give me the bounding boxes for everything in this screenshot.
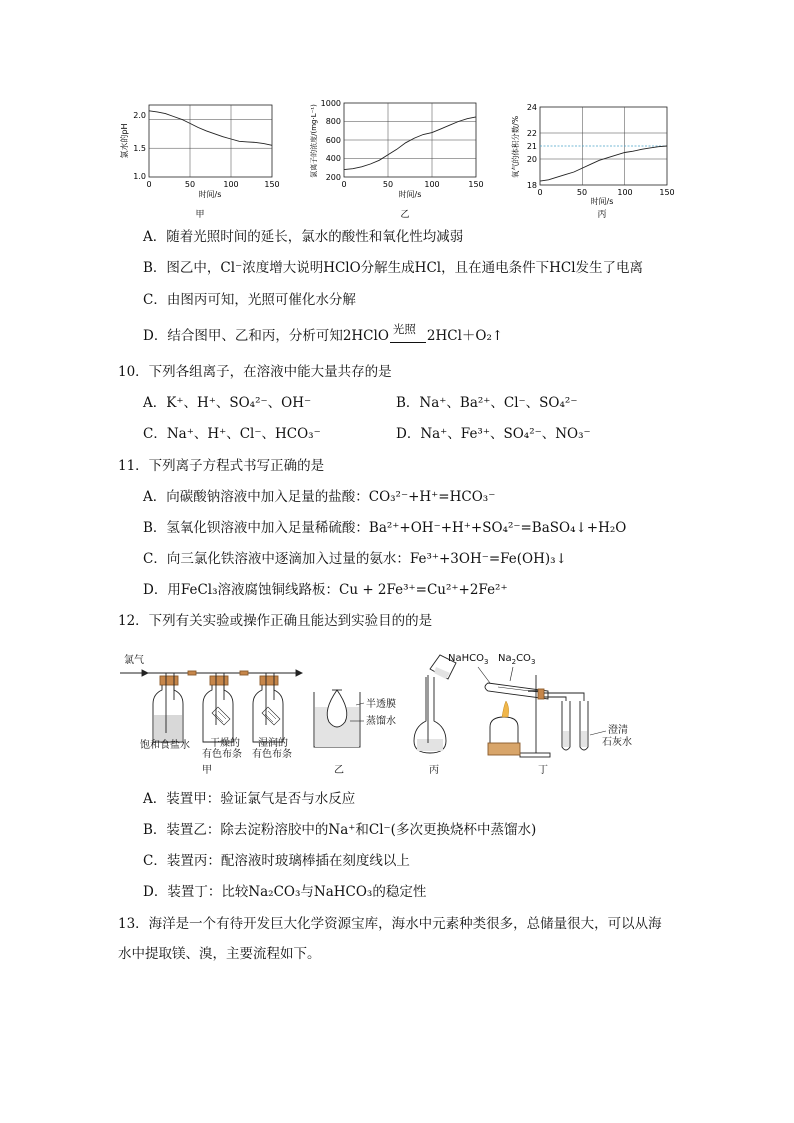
chart-caption: 丙 [597, 210, 607, 220]
flame [502, 701, 509, 717]
q11-stem: 11．下列离子方程式书写正确的是 [118, 458, 325, 474]
series-line [149, 111, 272, 146]
chart-yi [305, 95, 485, 225]
q9-option-c: C．由图丙可知，光照可催化水分解 [143, 292, 356, 308]
limewater-label-1: 澄清 [608, 725, 628, 736]
y-tick: 400 [325, 154, 341, 163]
q12-option-d: D．装置丁：比较Na₂CO₃与NaHCO₃的稳定性 [143, 884, 427, 900]
y-tick: 800 [325, 117, 341, 126]
q13-line-2: 水中提取镁、溴，主要流程如下。 [118, 946, 321, 962]
x-tick: 0 [341, 180, 347, 189]
y-tick: 18 [526, 181, 537, 190]
y-tick: 1000 [320, 99, 341, 108]
wash-bottle-brine [153, 673, 183, 742]
chart-bing-svg [507, 97, 682, 227]
q10-option-c: C．Na⁺、H⁺、Cl⁻、HCO₃⁻ [143, 426, 321, 442]
q11-option-a: A．向碳酸钠溶液中加入足量的盐酸：CO₃²⁻+H⁺=HCO₃⁻ [143, 489, 496, 505]
q9-d-suffix: 2HCl＋O₂↑ [426, 328, 504, 344]
na2co3-co: CO [516, 653, 531, 664]
q9-d-prefix: D．结合图甲、乙和丙，分析可知2HClO [143, 328, 389, 344]
na2co3-label [498, 653, 535, 666]
wet-label-1: 湿润的 [258, 738, 288, 749]
x-tick: 150 [264, 180, 280, 189]
bottle-wet-cloth [253, 673, 283, 742]
cloth-strip [262, 707, 280, 725]
apparatus-figure [118, 645, 638, 780]
q10-option-b: B．Na⁺、Ba²⁺、Cl⁻、SO₄²⁻ [396, 395, 578, 411]
na2co3-na: Na [498, 653, 512, 664]
chart-caption: 甲 [195, 210, 205, 220]
chart-jia [118, 95, 278, 225]
series-line [540, 146, 667, 181]
y-axis-label: 氯离子的浓度/(mg·L⁻¹) [310, 104, 318, 178]
chart-caption: 乙 [400, 210, 410, 220]
y-tick: 20 [526, 155, 537, 164]
chart-frame [149, 105, 272, 177]
x-tick: 0 [537, 188, 543, 197]
y-tick: 24 [526, 103, 537, 112]
stand-base [520, 753, 550, 757]
y-axis-label: 氯水的pH [120, 123, 129, 159]
y-tick: 22 [526, 129, 537, 138]
chart-bing [507, 97, 682, 227]
y-tick: 2.0 [133, 111, 146, 120]
apparatus-svg [118, 645, 638, 780]
x-tick: 100 [617, 188, 633, 197]
x-tick: 50 [184, 180, 196, 189]
na2co3-sub1: 2 [511, 658, 517, 666]
q12-option-b: B．装置乙：除去淀粉溶胶中的Na⁺和Cl⁻(多次更换烧杯中蒸馏水) [143, 822, 537, 838]
q12-option-c: C．装置丙：配溶液时玻璃棒插在刻度线以上 [143, 853, 410, 869]
tube-joint [240, 671, 248, 675]
bottle-dry-cloth [203, 673, 233, 742]
cloth-strip [212, 707, 230, 725]
nahco3-label [448, 653, 488, 666]
x-tick: 100 [223, 180, 239, 189]
x-tick: 100 [424, 180, 440, 189]
q11-option-c: C．向三氯化铁溶液中逐滴加入过量的氨水：Fe³⁺+3OH⁻=Fe(OH)₃↓ [143, 551, 567, 567]
caption-yi: 乙 [334, 765, 344, 776]
nahco3-sub: 3 [483, 658, 489, 666]
wet-label-2: 有色布条 [252, 749, 292, 760]
brine-label: 饱和食盐水 [140, 740, 190, 751]
q11-option-d: D．用FeCl₃溶液腐蚀铜线路板：Cu + 2Fe³⁺=Cu²⁺+2Fe²⁺ [143, 582, 508, 598]
y-tick: 200 [325, 173, 341, 182]
q9-option-d [143, 322, 504, 345]
q9-option-a: A．随着光照时间的延长，氯水的酸性和氧化性均减弱 [143, 229, 464, 245]
na2co3-sub2: 3 [530, 658, 536, 666]
y-tick: 1.5 [133, 144, 146, 153]
x-axis-label: 时间/s [590, 197, 614, 206]
y-tick: 600 [325, 136, 341, 145]
dry-label-1: 干燥的 [210, 738, 240, 749]
q12-option-a: A．装置甲：验证氯气是否与水反应 [143, 791, 356, 807]
lamp-block [488, 743, 520, 755]
alcohol-lamp [490, 717, 518, 745]
arrow-head [296, 670, 302, 676]
x-tick: 50 [576, 188, 588, 197]
tube-joint [188, 671, 196, 675]
reaction-arrow [390, 322, 426, 343]
q12-stem: 12．下列有关实验或操作正确且能达到实验目的的是 [118, 613, 433, 629]
x-tick: 150 [468, 180, 484, 189]
chlorine-label: 氯气 [124, 655, 144, 666]
y-tick: 21 [526, 142, 537, 151]
series-line [344, 117, 476, 170]
chart-jia-svg [118, 95, 278, 225]
arrow-head [142, 670, 148, 676]
limewater-label-2: 石灰水 [602, 737, 632, 748]
q10-stem: 10．下列各组离子，在溶液中能大量共存的是 [118, 364, 392, 380]
test-tube-setup [485, 675, 606, 757]
x-axis-label: 时间/s [198, 190, 222, 199]
caption-ding: 丁 [538, 765, 548, 776]
caption-bing: 丙 [429, 765, 439, 776]
q10-option-d: D．Na⁺、Fe³⁺、SO₄²⁻、NO₃⁻ [396, 426, 591, 442]
dialysis-beaker [314, 690, 364, 747]
membrane-label: 半透膜 [366, 699, 396, 710]
caption-jia: 甲 [202, 765, 212, 776]
q10-option-a: A．K⁺、H⁺、SO₄²⁻、OH⁻ [143, 395, 312, 411]
x-tick: 0 [146, 180, 152, 189]
dry-label-2: 有色布条 [202, 749, 242, 760]
nahco3-text: NaHCO [448, 653, 484, 664]
grid [149, 105, 272, 177]
q9-option-b: B．图乙中，Cl⁻浓度增大说明HClO分解生成HCl，且在通电条件下HCl发生了电离 [143, 260, 644, 276]
q11-option-b: B．氢氧化钡溶液中加入足量稀硫酸：Ba²⁺+OH⁻+H⁺+SO₄²⁻=BaSO₄↓+H₂O [143, 520, 627, 536]
volumetric-flask [414, 655, 456, 753]
q13-line-1: 13．海洋是一个有待开发巨大化学资源宝库，海水中元素种类很多，总储量很大，可以从海 [118, 916, 662, 932]
x-tick: 150 [659, 188, 675, 197]
y-tick: 1.0 [133, 172, 146, 181]
x-tick: 50 [382, 180, 394, 189]
water-label: 蒸馏水 [366, 716, 396, 727]
x-axis-label: 时间/s [398, 190, 422, 199]
y-axis-label: 氧气的体积分数/% [511, 115, 520, 179]
reaction-condition: 光照 [392, 322, 416, 336]
semipermeable-bag [327, 690, 347, 727]
chart-yi-svg [305, 95, 485, 225]
